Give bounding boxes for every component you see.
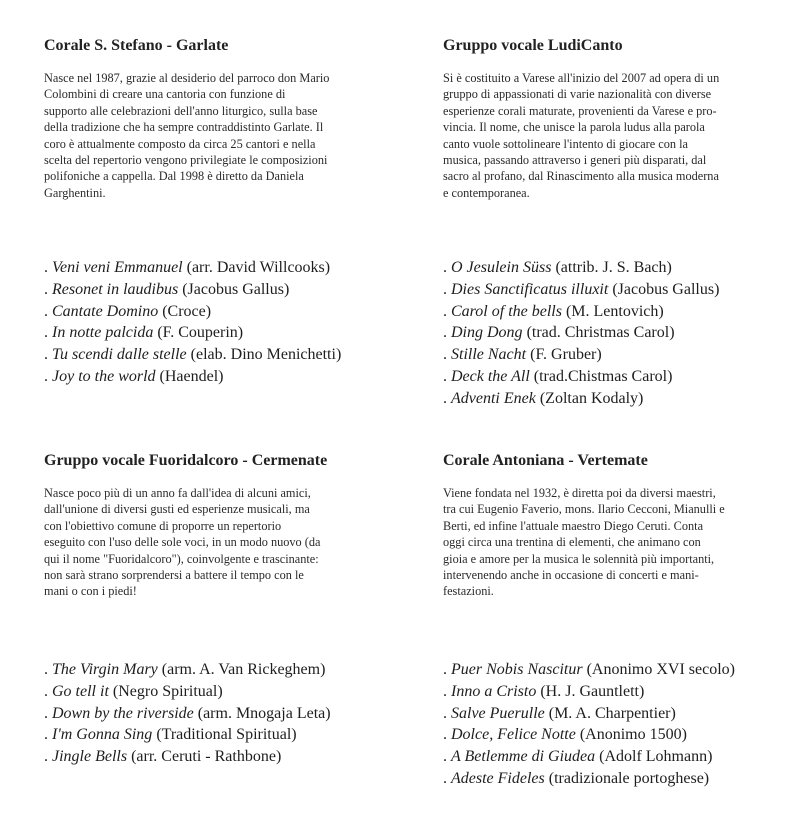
song-title: Inno a Cristo [451,682,537,700]
program-list-garlate [44,257,341,388]
desc-line: qui il nome "Fuoridalcoro"), coinvolgente e trascinante: [44,551,319,566]
program-item [443,746,735,768]
desc-line: Garghentini. [44,185,106,200]
song-credit: (arr. David Willcooks) [186,259,331,276]
choir-block-garlate [44,36,329,201]
program-item [443,724,735,746]
choir-block-fuoridalcoro [44,451,327,600]
program-item [443,768,735,790]
choir-title: Gruppo vocale Fuoridalcoro - Cermenate [44,452,328,469]
song-title: Veni veni Emmanuel [52,259,183,276]
choir-description [443,70,719,201]
desc-line: polifoniche a cappella. Dal 1998 è diretto da Daniela [44,169,304,184]
program-item [443,681,735,703]
program-item [44,659,331,681]
desc-line: coro è attualmente composto da circa 25 cantori e nella [44,136,316,151]
desc-line: Si è costituito a Varese all'inizio del 2007 ad opera di un [443,71,720,85]
song-credit: (H. J. Gauntlett) [540,682,645,700]
song-title: I'm Gonna Sing [52,726,153,744]
song-title: Tu scendi dalle stelle [52,346,187,364]
song-credit: (M. A. Charpentier) [548,704,676,722]
song-credit: (arr. Ceruti - Rathbone) [131,748,282,766]
desc-line: non sarà strano sorprendersi a battere il tempo con le [44,568,304,583]
desc-line: gioia e amore per la musica le solennità più importanti, [443,551,715,566]
song-title: Cantate Domino [52,302,159,320]
program-item [44,724,331,746]
song-title: Dies Sanctificatus illuxit [451,280,609,298]
song-title: Stille Nacht [451,346,527,364]
choir-title: Corale S. Stefano - Garlate [44,37,229,54]
song-credit: (Anonimo 1500) [579,726,687,744]
song-title: Joy to the world [52,367,156,385]
desc-line: musica, passando attraverso i generi più disparati, dal [443,153,707,168]
song-title: Resonet in laudibus [52,280,179,298]
program-item [44,746,331,768]
song-title: Adventi Enek [451,389,536,407]
song-title: Go tell it [52,682,109,700]
song-credit: (Jacobus Gallus) [182,280,290,298]
desc-line: Nasce nel 1987, grazie al desiderio del parroco don Mario [44,71,330,85]
desc-line: sacro al profano, dal Rinascimento alla musica moderna [443,169,719,184]
song-credit: (arm. Mnogaja Leta) [197,704,331,722]
program-item [44,301,341,323]
desc-line: Nasce poco più di un anno fa dall'idea di alcuni amici, [44,486,311,500]
song-credit: (Croce) [162,302,212,320]
song-title: Carol of the bells [451,302,562,320]
song-credit: (Zoltan Kodaly) [539,389,644,407]
program-item [443,366,719,388]
program-item [443,659,735,681]
desc-line: festazioni. [443,584,494,599]
program-item [443,257,719,279]
song-credit: (arm. A. Van Rickeghem) [161,661,326,678]
program-item [44,344,341,366]
desc-line: supporto alle celebrazioni dell'anno liturgico, sulla base [44,103,318,118]
choir-block-ludicanto [443,36,719,201]
song-title: Ding Dong [451,324,523,342]
program-item [443,279,719,301]
song-credit: (M. Lentovich) [565,302,664,320]
song-credit: (F. Gruber) [530,346,602,364]
desc-line: Colombini di creare una cantoria con funzione di [44,87,286,102]
song-credit: (Adolf Lohmann) [599,748,713,766]
song-credit: (trad.Chistmas Carol) [533,367,673,385]
desc-line: intervenendo anche in occasione di concerti e mani- [443,568,699,583]
program-item [443,388,719,410]
program-item [44,681,331,703]
desc-line: dall'unione di diversi gusti ed esperienze musicali, ma [44,502,310,517]
song-title: O Jesulein Süss [451,259,552,276]
song-title: Dolce, Felice Notte [451,726,576,744]
program-item [44,322,341,344]
choir-block-antoniana [443,451,725,600]
choir-description [44,485,327,600]
desc-line: Viene fondata nel 1932, è diretta poi da diversi maestri, [443,486,716,500]
desc-line: mani o con i piedi! [44,584,137,599]
song-title: Adeste Fideles [451,769,545,787]
song-title: A Betlemme di Giudea [451,748,596,766]
song-credit: (Negro Spiritual) [112,682,223,700]
desc-line: gruppo di appassionati di varie nazionalità con diverse [443,87,712,102]
desc-line: oggi circa una trentina di elementi, che animano con [443,535,701,550]
desc-line: esperienze corali maturate, provenienti da Varese e pro- [443,103,717,118]
desc-line: eseguito con l'uso delle sole voci, in un modo nuovo (da [44,535,321,550]
song-credit: (tradizionale portoghese) [548,769,710,787]
desc-line: Berti, ed infine l'attuale maestro Diego Ceruti. Conta [443,518,704,533]
song-title: The Virgin Mary [52,661,158,678]
program-item [443,322,719,344]
program-item [44,279,341,301]
song-credit: (elab. Dino Menichetti) [190,346,342,364]
song-credit: (Jacobus Gallus) [612,280,720,298]
song-title: Deck the All [451,367,530,385]
desc-line: canto vuole sottolineare l'intento di giocare con la [443,136,688,151]
song-credit: (F. Couperin) [157,324,244,342]
desc-line: della tradizione che ha sempre contraddistinto Garlate. Il [44,120,324,135]
song-credit: (Traditional Spiritual) [156,726,297,744]
song-title: Down by the riverside [52,704,194,722]
song-credit: (Anonimo XVI secolo) [586,661,735,678]
desc-line: scelta del repertorio vengono privilegiate le composizioni [44,153,328,168]
song-credit: (attrib. J. S. Bach) [555,259,672,276]
choir-description [443,485,725,600]
choir-title: Corale Antoniana - Vertemate [443,452,648,469]
desc-line: tra cui Eugenio Faverio, mons. Ilario Cecconi, Mianulli e [443,502,725,517]
program-item [443,703,735,725]
choir-description [44,70,329,201]
program-list-ludicanto [443,257,719,410]
program-item [44,366,341,388]
program-item [443,344,719,366]
program-item [443,301,719,323]
song-credit: (trad. Christmas Carol) [526,324,675,342]
song-title: Puer Nobis Nascitur [451,661,583,678]
song-title: Salve Puerulle [451,704,545,722]
program-list-antoniana [443,659,735,790]
song-title: Jingle Bells [52,748,128,766]
desc-line: e contemporanea. [443,185,530,200]
program-item [44,257,341,279]
desc-line: con l'obiettivo comune di proporre un repertorio [44,518,282,533]
song-credit: (Haendel) [159,367,224,385]
program-list-fuoridalcoro [44,659,331,768]
choir-title: Gruppo vocale LudiCanto [443,37,623,54]
program-item [44,703,331,725]
song-title: In notte palcida [52,324,154,342]
desc-line: vincia. Il nome, che unisce la parola ludus alla parola [443,120,705,135]
